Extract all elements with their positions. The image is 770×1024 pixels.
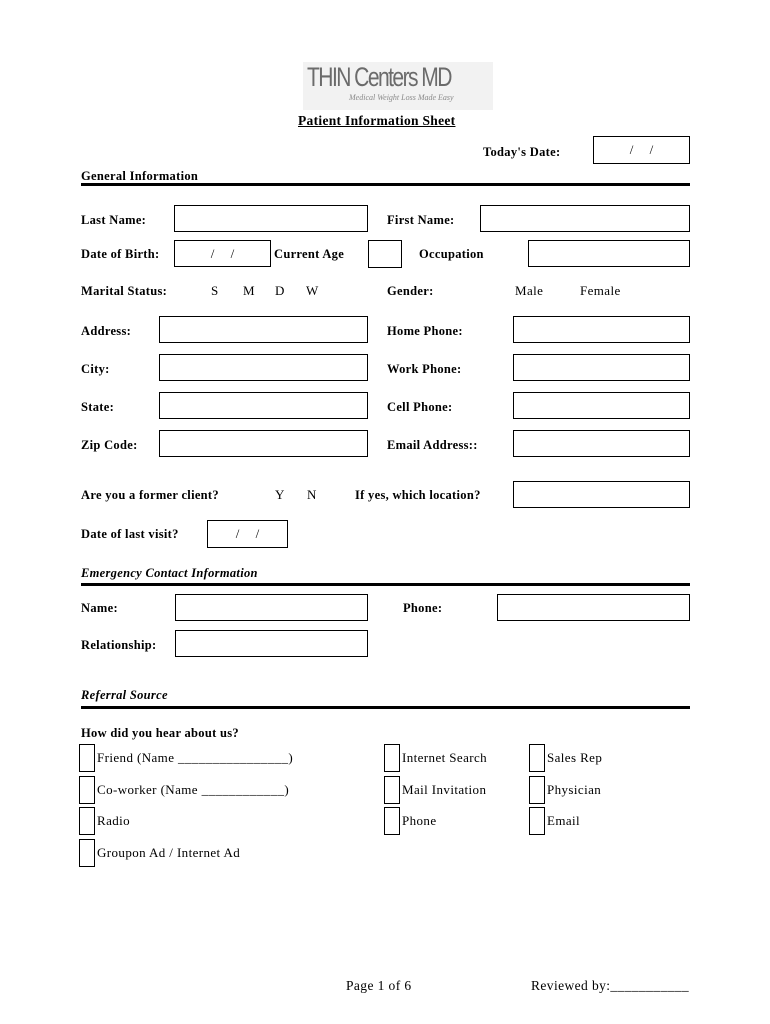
physician-checkbox[interactable] [529,776,545,804]
friend-checkbox[interactable] [79,744,95,772]
work-phone-label: Work Phone: [387,362,462,376]
city-field[interactable] [159,354,368,381]
referral-source-heading: Referral Source [81,688,168,702]
cell-phone-field[interactable] [513,392,690,419]
marital-status-label: Marital Status: [81,284,168,298]
current-age-field[interactable] [368,240,402,268]
address-field[interactable] [159,316,368,343]
email-address-label: Email Address:: [387,438,478,452]
phone-option-label: Phone [402,813,437,828]
relationship-label: Relationship: [81,638,157,652]
friend-option-label: Friend (Name ________________) [97,750,294,765]
relationship-field[interactable] [175,630,368,657]
physician-option-label: Physician [547,782,602,797]
state-field[interactable] [159,392,368,419]
general-information-heading: General Information [81,169,199,183]
last-name-label: Last Name: [81,213,147,227]
dob-field[interactable]: / / [174,240,271,267]
groupon-option-label: Groupon Ad / Internet Ad [97,845,241,860]
radio-option-label: Radio [97,813,131,828]
groupon-checkbox[interactable] [79,839,95,867]
zip-code-label: Zip Code: [81,438,138,452]
mail-invitation-option-label: Mail Invitation [402,782,487,797]
emergency-name-label: Name: [81,601,118,615]
page-title: Patient Information Sheet [298,113,456,128]
home-phone-field[interactable] [513,316,690,343]
email-option-label: Email [547,813,581,828]
gender-option-female[interactable]: Female [580,283,621,298]
gender-option-male[interactable]: Male [515,283,544,298]
marital-option-w[interactable]: W [306,283,319,298]
city-label: City: [81,362,110,376]
sales-rep-checkbox[interactable] [529,744,545,772]
email-address-field[interactable] [513,430,690,457]
dob-label: Date of Birth: [81,247,160,261]
thin-centers-logo [303,62,493,110]
radio-checkbox[interactable] [79,807,95,835]
coworker-checkbox[interactable] [79,776,95,804]
internet-search-checkbox[interactable] [384,744,400,772]
gender-label: Gender: [387,284,434,298]
internet-search-option-label: Internet Search [402,750,488,765]
coworker-option-label: Co-worker (Name ____________) [97,782,290,797]
occupation-field[interactable] [528,240,690,267]
logo-tagline: Medical Weight Loss Made Easy [349,93,454,102]
former-client-label: Are you a former client? [81,488,219,502]
phone-checkbox[interactable] [384,807,400,835]
current-age-label: Current Age [274,247,345,261]
reviewed-by: Reviewed by:___________ [531,978,690,993]
page-number: Page 1 of 6 [346,978,412,993]
todays-date-label: Today's Date: [483,145,561,159]
cell-phone-label: Cell Phone: [387,400,453,414]
first-name-label: First Name: [387,213,455,227]
email-checkbox[interactable] [529,807,545,835]
home-phone-label: Home Phone: [387,324,463,338]
emergency-phone-label: Phone: [403,601,443,615]
logo-wordmark: THIN Centers MD [307,62,451,92]
former-client-yes[interactable]: Y [275,487,285,502]
occupation-label: Occupation [419,247,484,261]
sales-rep-option-label: Sales Rep [547,750,603,765]
section-divider [81,706,690,709]
marital-option-s[interactable]: S [211,283,219,298]
marital-option-m[interactable]: M [243,283,255,298]
mail-invitation-checkbox[interactable] [384,776,400,804]
todays-date-field[interactable]: / / [593,136,690,164]
zip-code-field[interactable] [159,430,368,457]
section-divider [81,183,690,186]
last-visit-label: Date of last visit? [81,527,179,541]
referral-question: How did you hear about us? [81,726,239,740]
which-location-label: If yes, which location? [355,488,481,502]
state-label: State: [81,400,115,414]
address-label: Address: [81,324,132,338]
first-name-field[interactable] [480,205,690,232]
marital-option-d[interactable]: D [275,283,285,298]
emergency-contact-heading: Emergency Contact Information [81,566,258,580]
section-divider [81,583,690,586]
work-phone-field[interactable] [513,354,690,381]
emergency-phone-field[interactable] [497,594,690,621]
last-name-field[interactable] [174,205,368,232]
former-client-no[interactable]: N [307,487,317,502]
emergency-name-field[interactable] [175,594,368,621]
last-visit-field[interactable]: / / [207,520,288,548]
which-location-field[interactable] [513,481,690,508]
